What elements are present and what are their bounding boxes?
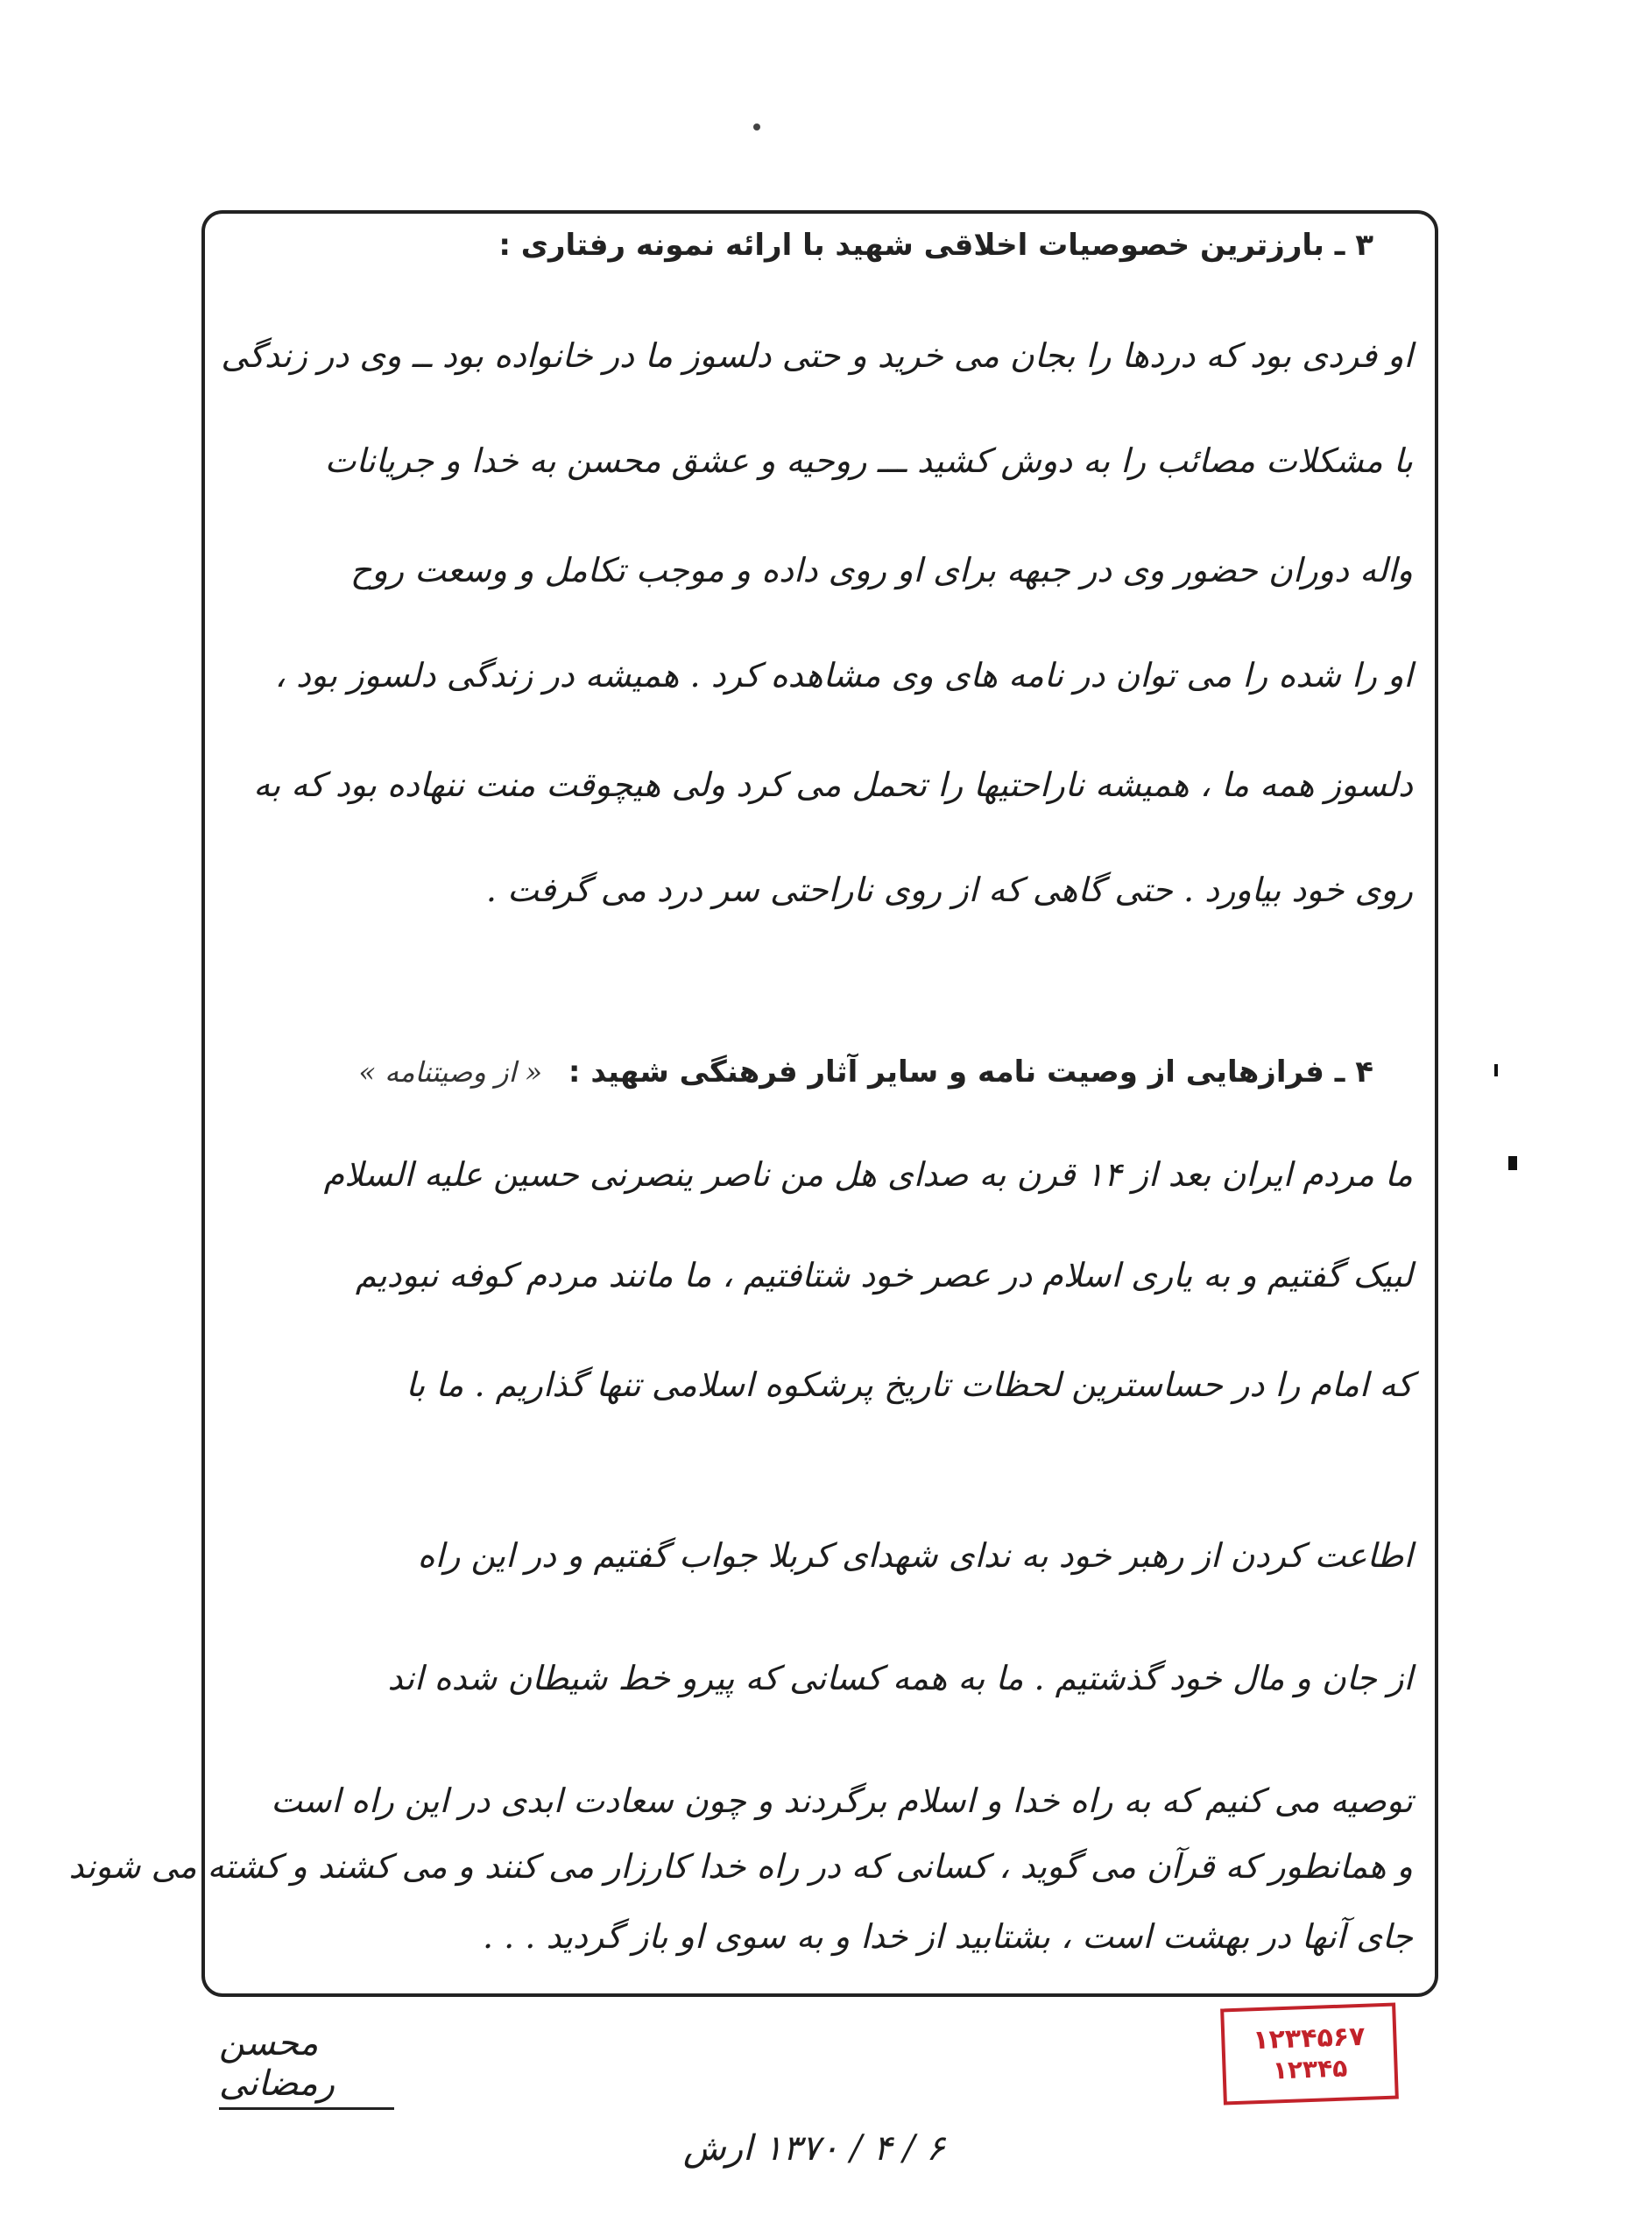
section-3-heading: ۳ ـ بارزترین خصوصیات اخلاقی شهید با ارائه نمونه رفتاری : xyxy=(498,228,1373,263)
section-4-line: جای آنها در بهشت است ، بشتابید از خدا و به سوی او باز گردید . . . xyxy=(482,1917,1413,1956)
section-4-line: از جان و مال خود گذشتیم . ما به همه کسانی که پیرو خط شیطان شده اند xyxy=(387,1659,1413,1697)
page-speck xyxy=(753,123,760,131)
section-4-line: لبیک گفتیم و به یاری اسلام در عصر خود شتافتیم ، ما مانند مردم کوفه نبودیم xyxy=(355,1256,1413,1294)
section-3-line: واله دوران حضور وی در جبهه برای او روی داده و موجب تکامل و وسعت روح xyxy=(349,551,1413,589)
form-frame xyxy=(68,210,1438,1997)
stamp-line-1: ۱۲۳۴۵۶۷ xyxy=(1252,2021,1366,2056)
section-4-line: اطاعت کردن از رهبر خود به ندای شهدای کربلا جواب گفتیم و در این راه xyxy=(417,1536,1413,1575)
section-4-heading xyxy=(244,1055,1373,1090)
red-stamp xyxy=(1220,2003,1399,2106)
margin-mark xyxy=(1494,1064,1498,1076)
margin-bullet xyxy=(1508,1156,1517,1170)
section-3-line: او را شده را می توان در نامه های وی مشاهده کرد . همیشه در زندگی دلسوز بود ، xyxy=(274,656,1413,695)
signature: محسن رمضانی xyxy=(219,2023,394,2110)
section-3-line: او فردی بود که دردها را بجان می خرید و حتی دلسوز ما در خانواده بود ــ وی در زندگی xyxy=(221,336,1413,375)
section-4-heading-quote: « از وصیتنامه » xyxy=(358,1055,543,1089)
section-4-line: و همانطور که قرآن می گوید ، کسانی که در راه خدا کارزار می کنند و می کشند و کشته می شوند xyxy=(68,1847,1413,1886)
section-4-line: ما مردم ایران بعد از ۱۴ قرن به صدای هل من ناصر ینصرنی حسین علیه السلام xyxy=(323,1155,1413,1194)
footer-note: ۶ / ۴ / ۱۳۷۰ ارش xyxy=(683,2128,945,2169)
section-4-heading-text: ۴ ـ فرازهایی از وصیت نامه و سایر آثار فرهنگی شهید : xyxy=(568,1055,1373,1090)
section-4-line: توصیه می کنیم که به راه خدا و اسلام برگردند و چون سعادت ابدی در این راه است xyxy=(271,1781,1413,1820)
section-4-line: که امام را در حساسترین لحظات تاریخ پرشکوه اسلامی تنها گذاریم . ما با xyxy=(406,1365,1413,1404)
stamp-line-2: ۱۲۳۴۵ xyxy=(1272,2053,1348,2085)
section-3-line: دلسوز همه ما ، همیشه ناراحتیها را تحمل می کرد ولی هیچوقت منت ننهاده بود که به xyxy=(253,765,1413,804)
section-3-line: با مشکلات مصائب را به دوش کشید ـــ روحیه و عشق محسن به خدا و جریانات xyxy=(324,441,1413,480)
section-3-line: روی خود بیاورد . حتی گاهی که از روی ناراحتی سر درد می گرفت . xyxy=(485,871,1413,909)
